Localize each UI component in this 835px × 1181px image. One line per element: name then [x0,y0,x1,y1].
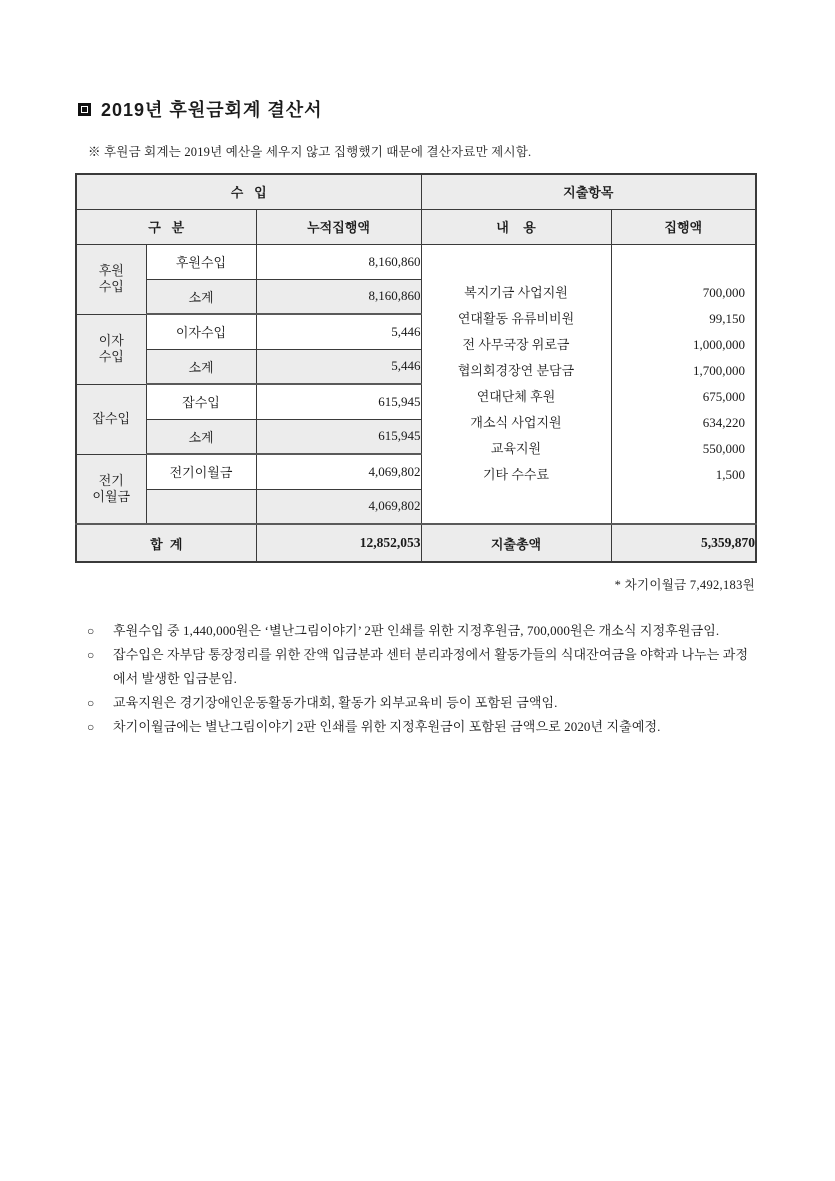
col-header-amount: 집행액 [611,209,756,244]
expense-item-value: 700,000 [702,284,746,300]
expense-section-header: 지출항목 [421,174,756,209]
expense-item-value: 1,500 [715,466,746,482]
circle-bullet-icon: ○ [87,720,95,734]
income-row-value: 4,069,802 [256,454,421,489]
circle-bullet-icon: ○ [87,696,95,710]
income-subtotal-value: 8,160,860 [256,279,421,314]
col-header-cumulative: 누적집행액 [256,209,421,244]
income-section-header: 수 입 [76,174,421,209]
expense-item-label: 연대단체 후원 [476,388,556,404]
group-label-line: 수입 [98,349,124,364]
document-title-row [78,96,760,122]
expense-item-value: 675,000 [702,388,746,404]
table-total-row [76,524,756,562]
note-text: 후원수입 중 1,440,000원은 ‘별난그림이야기’ 2판 인쇄를 위한 지정후원금, 700,000원은 개소식 지정후원금임. [113,623,720,638]
expense-item-value: 1,700,000 [693,362,746,378]
table-column-header-row [76,209,756,244]
expense-item-label: 협의회경장연 분담금 [457,362,575,378]
income-group-label [76,384,146,454]
income-subtotal-label: 소계 [146,349,256,384]
income-subtotal-label: 소계 [146,419,256,454]
expense-item-label: 교육지원 [490,440,542,456]
income-total-value: 12,852,053 [256,524,421,562]
group-label-line: 이자 [98,333,124,348]
note-text: 교육지원은 경기장애인운동활동가대회, 활동가 외부교육비 등이 포함된 금액임. [113,695,558,710]
settlement-table [75,173,757,563]
expense-item-value: 550,000 [702,440,746,456]
income-group-label [76,454,146,524]
group-label-line: 후원 [98,263,124,278]
expense-total-value: 5,359,870 [611,524,756,562]
notes-list [87,619,759,739]
expense-item-label: 기타 수수료 [482,466,550,482]
income-row-value: 8,160,860 [256,244,421,279]
expense-item-label: 연대활동 유류비비원 [457,310,575,326]
note-text: 잡수입은 자부담 통장정리를 위한 잔액 입금분과 센터 분리과정에서 활동가들의 식대잔여금을 야학과 나누는 과정에서 발생한 입금분임. [113,647,749,686]
income-row-label: 전기이월금 [146,454,256,489]
list-item [87,643,759,691]
expense-content-cell [421,244,611,524]
expense-item-value: 634,220 [702,414,746,430]
income-group-label [76,314,146,384]
income-row-label: 잡수입 [146,384,256,419]
list-item [87,715,759,739]
carryover-footnote: * 차기이월금 7,492,183원 [614,578,755,592]
expense-item-label: 복지기금 사업지원 [464,284,568,300]
expense-item-label: 전 사무국장 위로금 [462,336,570,352]
income-row-label: 후원수입 [146,244,256,279]
square-bullet-icon [78,103,91,116]
income-row-label: 이자수입 [146,314,256,349]
group-label-line: 이월금 [92,488,131,504]
group-label-line: 잡수입 [92,411,131,426]
expense-amount-cell [611,244,756,524]
col-header-content: 내 용 [421,209,611,244]
list-item [87,691,759,715]
table-row [76,244,756,279]
income-subtotal-value: 615,945 [256,419,421,454]
table-section-header-row [76,174,756,209]
expense-item-value: 1,000,000 [693,336,746,352]
expense-total-label: 지출총액 [421,524,611,562]
income-row-value: 615,945 [256,384,421,419]
income-subtotal-value: 4,069,802 [256,489,421,524]
expense-item-label: 개소식 사업지원 [470,414,562,430]
group-label-line: 수입 [98,279,124,294]
circle-bullet-icon: ○ [87,624,95,638]
list-item [87,619,759,643]
col-header-category: 구 분 [76,209,256,244]
income-row-value: 5,446 [256,314,421,349]
document-note: ※ 후원금 회계는 2019년 예산을 세우지 않고 집행했기 때문에 결산자료만 제시함. [88,145,532,159]
income-subtotal-label: 소계 [146,279,256,314]
income-subtotal-value: 5,446 [256,349,421,384]
page-title: 2019년 후원금회계 결산서 [101,100,323,120]
circle-bullet-icon: ○ [87,648,95,662]
note-text: 차기이월금에는 별난그림이야기 2판 인쇄를 위한 지정후원금이 포함된 금액으로 2020년 지출예정. [113,719,661,734]
expense-item-value: 99,150 [709,310,746,326]
income-group-label [76,244,146,314]
income-subtotal-label [146,489,256,524]
group-label-line: 전기 [98,472,124,488]
income-total-label: 합 계 [76,524,256,562]
